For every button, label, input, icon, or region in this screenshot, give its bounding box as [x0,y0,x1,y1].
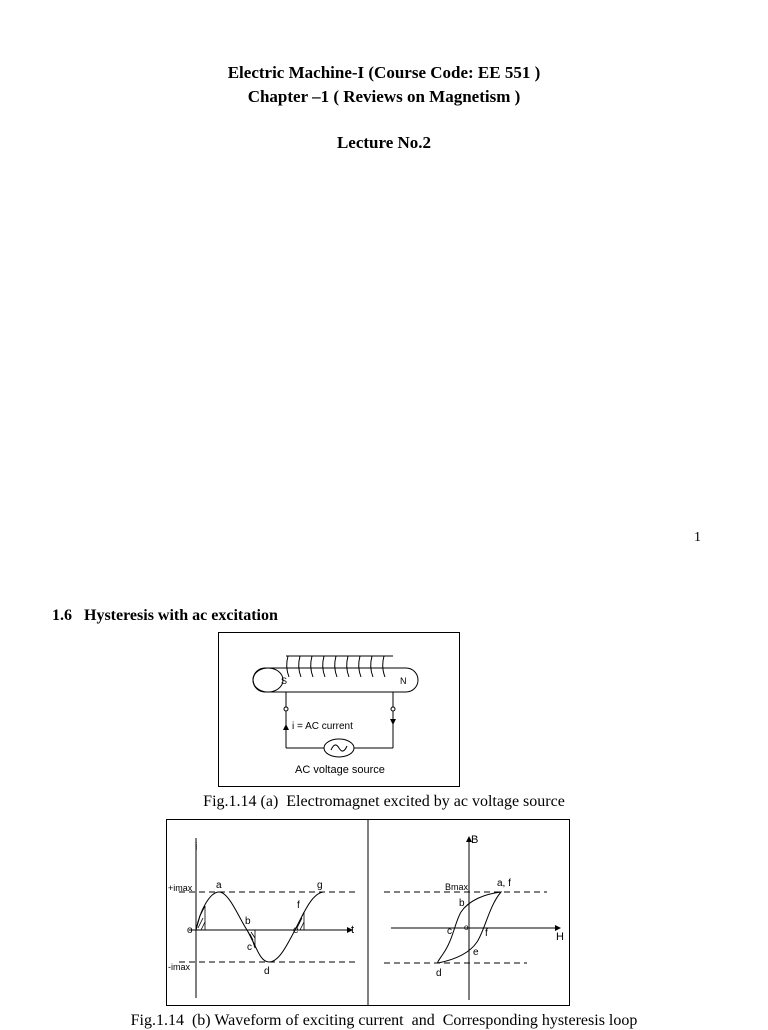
loop-point-b-label: b [459,898,465,909]
core-end-s [253,668,283,692]
figure-b-caption: Fig.1.14 (b) Waveform of exciting current and Corresponding hysteresis loop [130,1012,638,1029]
loop-origin-label: o [464,923,469,932]
lecture-number: Lecture No.2 [336,133,432,152]
return-arrow [390,719,396,725]
hysteresis-diagram [167,820,569,1005]
loop-point-e-label: e [473,947,479,958]
point-o-label: o [187,925,193,936]
point-af-label: a, f [497,878,511,889]
sine-glyph-icon [331,745,347,751]
h-axis-label: H [556,931,564,943]
current-label: i = AC current [292,721,353,732]
point-a-label: a [216,880,222,891]
point-g-label: g [317,880,323,891]
coil-turns [287,656,385,677]
course-title: Electric Machine-I (Course Code: EE 551 ) [227,63,541,82]
imax-pos-label: +imax [168,883,193,893]
terminal-left [284,707,288,711]
b-axis-label: B [471,834,479,846]
point-e-label: e [293,925,299,936]
terminal-right [391,707,395,711]
point-f-label: f [297,900,300,911]
hysteresis-loop-panel [384,834,564,1000]
point-b-label: b [245,916,251,927]
figure-electromagnet [218,632,460,787]
pole-label-n: N [400,676,407,686]
waveform-panel [168,838,357,998]
imax-neg-label: -imax [168,962,190,972]
figure-hysteresis [166,819,570,1006]
source-label: AC voltage source [295,764,385,776]
hatch-lines-2 [250,932,255,940]
figure-a-caption: Fig.1.14 (a) Electromagnet excited by ac voltage source [203,793,565,810]
loop-point-c-label: c [447,926,452,937]
loop-point-d-label: d [436,968,442,979]
section-heading: 1.6 Hysteresis with ac excitation [52,607,278,624]
chapter-title: Chapter –1 ( Reviews on Magnetism ) [247,87,521,106]
loop-point-f-label: f [485,928,488,939]
point-d-label: d [264,966,270,977]
current-arrow [283,724,289,730]
page-number: 1 [694,530,701,545]
point-c-label: c [247,942,252,953]
pole-label-s: S [281,676,288,686]
hatch-region-1 [196,906,205,930]
electromagnet-diagram [219,633,459,786]
i-axis-label: i [195,841,198,853]
t-axis-label: t [351,924,355,936]
bmax-label: Bmax [445,882,469,892]
